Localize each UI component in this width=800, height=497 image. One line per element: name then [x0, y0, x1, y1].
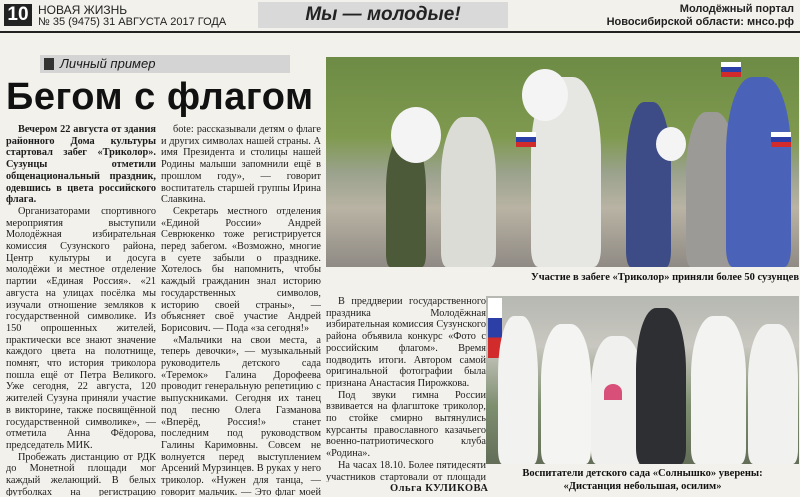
paragraph: На часах 18.10. Более пятидесяти участников стартовали от площади: [326, 459, 486, 482]
photo1-caption: Участие в забеге «Триколор» приняли более 50 сузунцев: [531, 272, 799, 283]
page-header: [0, 0, 800, 33]
column-1: [6, 124, 156, 496]
paragraph: Под звуки гимна России взвивается на флагштоке триколор, по стойке смирно вытянулись курсанты православного казачьего военно-патриотического клуба «Родина».: [326, 389, 486, 460]
lead-paragraph: Вечером 22 августа от здания районного Дома культуры стартовал забег «Триколор». Сузунцы отметили общенациональный праздник, одевшись в цвета российского флага.: [6, 124, 156, 206]
page-number: 10: [4, 4, 32, 26]
portal-line2: Новосибирской области: мнсо.рф: [606, 16, 794, 28]
paragraph: Организаторами спортивного мероприятия выступили Молодёжная избирательная комиссия Сузунского района, Центр культуры и досуга молодёжи и местное отделение партии «Единая Россия». «21 августа на улицах посёлка мы изучали отношение земляков к государственной символике. Из 150 опрошенных жителей, практически все знают значение каждого цвета на полотнище, помнят, что история триколора пошла ещё от Петра Великого. Уже сегодня, 22 августа, 120 жителей Сузуна приняли участие в викторине, также посвящённой государственной символике», — отметила Анна Фёдорова, председатель МИК.: [6, 205, 156, 451]
column-3: [326, 296, 486, 482]
photo2-caption: [486, 467, 799, 493]
rubric-title: Мы — молодые!: [258, 2, 508, 28]
paragraph: бote: рассказывали детям о флаге и других символах нашей страны. А имя Президента и столицы нашей Родины малыши запомнили ещё в прошлом году», — говорит воспитатель старшей группы Ирина Славкина.: [161, 124, 321, 206]
headline: Бегом с флагом: [6, 76, 314, 118]
column-2: [161, 124, 321, 496]
portal-line1: Молодёжный портал: [679, 3, 794, 15]
paragraph: «Мальчики на свои места, а теперь девочки», — музыкальный руководитель детского сада «Теремок» Галина Дорофеева проводит генеральную репетицию с выпускниками. Сегодня их танец под песню Олега Газманова «Вперёд, Россия!» станет последним под руководством Галины Каримовны. Совсем не волнуется перед выступлением Арсений Мурзинцев. В руках у него триколор. «Нужен для танца, — говорит мальчик. — Это флаг моей: [161, 334, 321, 496]
newspaper-name: НОВАЯ ЖИЗНЬ: [38, 3, 128, 17]
paragraph: Пробежать дистанцию от РДК до Монетной площади мог каждый желающий. В белых футболках на регистрацию: [6, 451, 156, 496]
author: Ольга КУЛИКОВА: [390, 483, 489, 494]
portal-info: [607, 3, 794, 29]
section-label: Личный пример: [40, 55, 290, 73]
paragraph: В преддверии государственного праздника Молодёжная избирательная комиссия Сузунского района объявила конкурс «Фото с российским флагом». Время подводить итоги. Автором самой оригинальной фотографии была признана Анастасия Пирожкова.: [326, 296, 486, 389]
issue-info: № 35 (9475) 31 АВГУСТА 2017 ГОДА: [38, 16, 227, 28]
photo2-caption-line2: «Дистанция небольшая, осилим»: [563, 481, 722, 492]
photo-teachers: [486, 296, 799, 464]
photo-runners: [326, 57, 799, 267]
paragraph: Секретарь местного отделения «Единой России» Андрей Севрюкенко тоже регистрируется перед забегом. «Возможно, многие в суете забыли о празднике. Хотелось бы напомнить, чтобы каждый гражданин знал историю государственных символов, историю своей страны», — объясняет своё участие Андрей Борисович. — Пода «за сегодня!»: [161, 205, 321, 334]
photo2-caption-line1: Воспитатели детского сада «Солнышко» уверены:: [522, 468, 763, 479]
